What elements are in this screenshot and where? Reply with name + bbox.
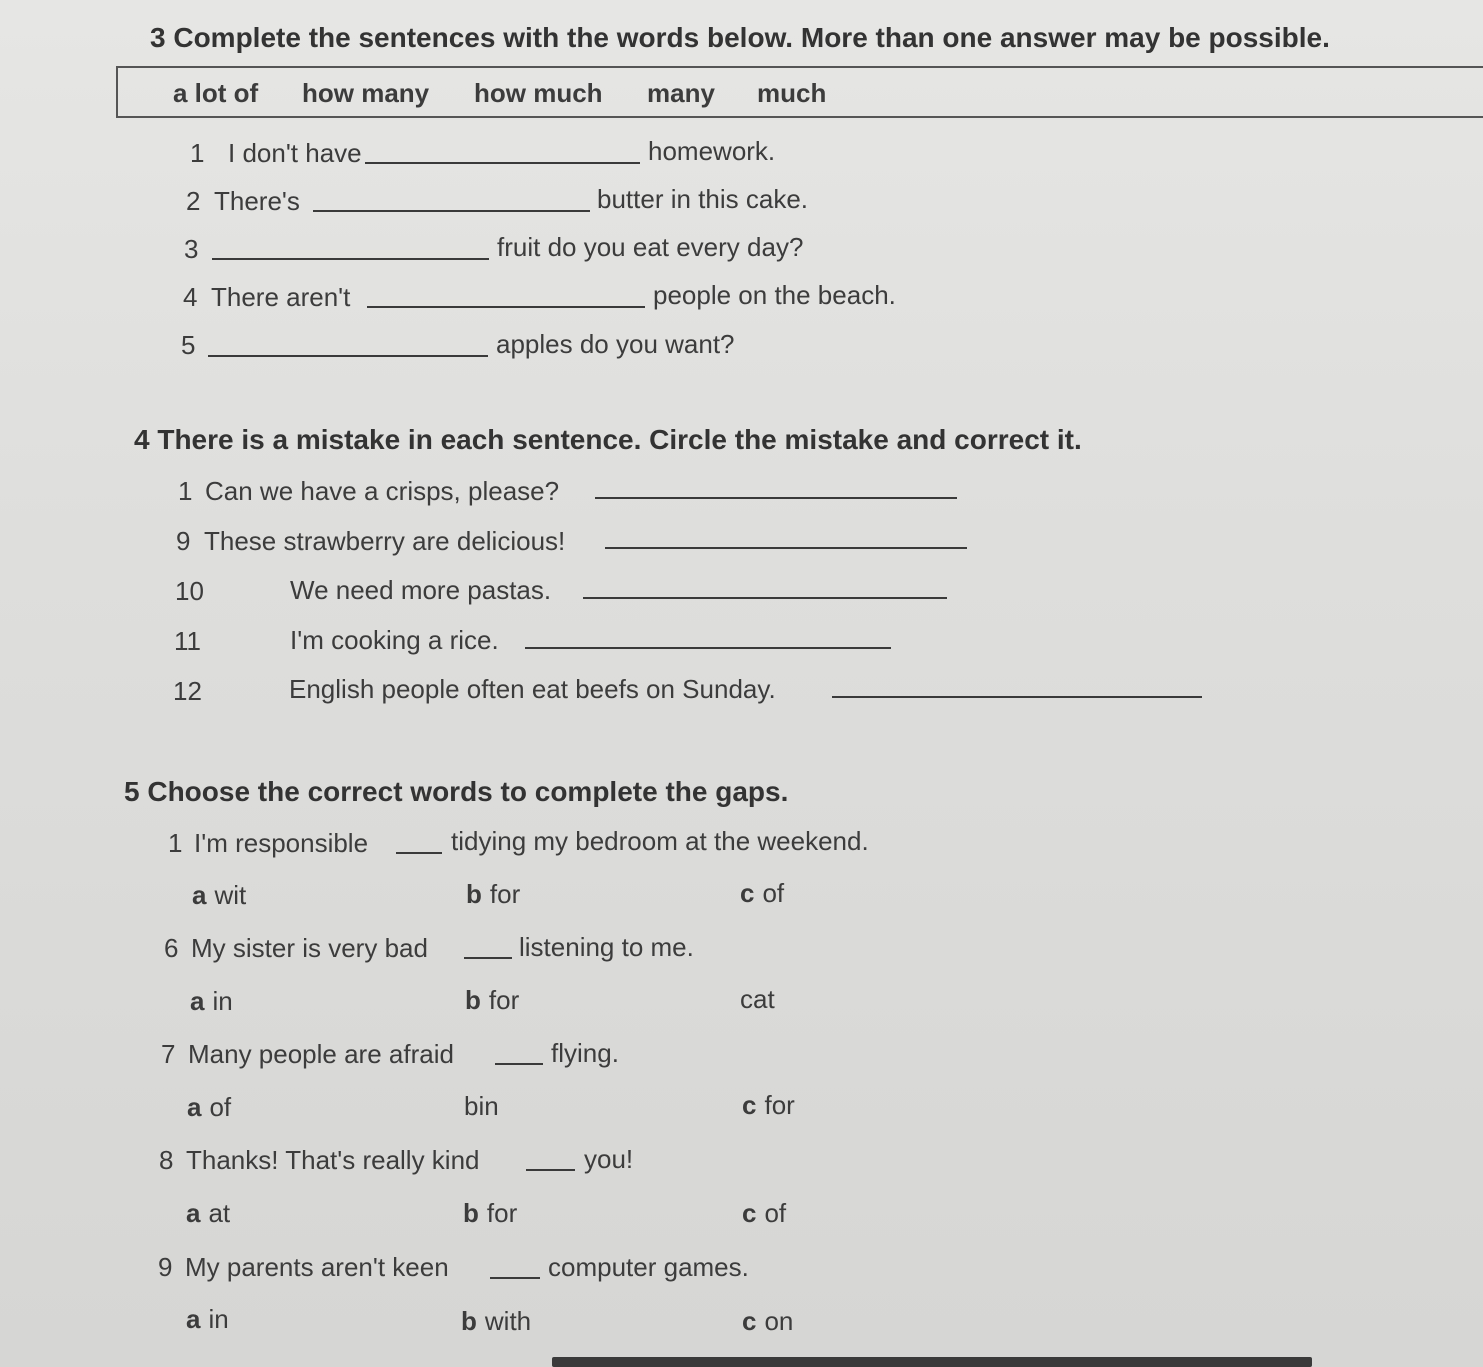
option-text: wit bbox=[214, 880, 247, 910]
ex4-correction-blank[interactable] bbox=[583, 597, 947, 599]
option-text: for bbox=[489, 879, 521, 909]
ex5-item-text-before: I'm responsible bbox=[194, 828, 369, 858]
word-bank-item: how much bbox=[474, 78, 603, 108]
ex3-item-text-after: homework. bbox=[648, 136, 776, 166]
ex5-option-b[interactable] bbox=[465, 985, 519, 1016]
ex4-correction-blank[interactable] bbox=[832, 696, 1202, 698]
word-bank-item: much bbox=[757, 78, 827, 108]
ex5-option-b[interactable] bbox=[466, 879, 520, 910]
ex3-item-number: 3 bbox=[184, 234, 199, 264]
exercise-5-heading: 5 Choose the correct words to complete the gaps. bbox=[124, 776, 789, 807]
option-letter: b bbox=[463, 1198, 479, 1228]
ex5-gap bbox=[495, 1063, 543, 1065]
ex4-item-number: 12 bbox=[173, 676, 202, 706]
ex3-item-number: 2 bbox=[186, 186, 201, 216]
ex5-item-text-after: flying. bbox=[551, 1038, 619, 1068]
ex5-gap bbox=[526, 1169, 575, 1171]
option-text: for bbox=[764, 1090, 795, 1120]
option-letter: a bbox=[187, 1092, 202, 1122]
ex5-option-c[interactable] bbox=[740, 984, 775, 1015]
ex3-item-text-before: I don't have bbox=[228, 138, 362, 168]
word-bank-item: how many bbox=[302, 78, 430, 108]
ex4-item-text: Can we have a crisps, please? bbox=[205, 476, 560, 506]
ex4-item-number: 10 bbox=[175, 576, 204, 606]
option-text: with bbox=[484, 1306, 532, 1336]
ex5-option-a[interactable] bbox=[186, 1304, 229, 1335]
option-letter: c bbox=[742, 1306, 757, 1336]
ex4-item-text: I'm cooking a rice. bbox=[290, 625, 499, 655]
ex3-item-text-before: There's bbox=[214, 186, 300, 216]
ex3-item-number: 4 bbox=[183, 282, 198, 312]
ex3-item-text-before: There aren't bbox=[211, 282, 351, 312]
ex5-item-number: 9 bbox=[158, 1252, 173, 1282]
option-text: at bbox=[208, 1198, 231, 1228]
ex3-item-number: 1 bbox=[190, 138, 205, 168]
ex4-correction-blank[interactable] bbox=[595, 497, 957, 499]
ex3-answer-blank[interactable] bbox=[313, 210, 590, 212]
ex4-item-text: These strawberry are delicious! bbox=[204, 526, 566, 556]
ex5-item-text-before: Thanks! That's really kind bbox=[186, 1145, 480, 1175]
ex5-gap bbox=[490, 1277, 540, 1279]
ex5-gap bbox=[396, 852, 442, 854]
ex5-item-text-after: you! bbox=[584, 1144, 634, 1174]
ex3-answer-blank[interactable] bbox=[367, 306, 645, 308]
ex4-item-number: 11 bbox=[174, 626, 201, 656]
word-bank-item: a lot of bbox=[173, 78, 259, 108]
option-text: on bbox=[764, 1306, 794, 1336]
ex3-item-text-after: fruit do you eat every day? bbox=[497, 232, 804, 262]
ex4-correction-blank[interactable] bbox=[525, 647, 891, 649]
ex4-correction-blank[interactable] bbox=[605, 547, 967, 549]
option-text: in bbox=[212, 986, 233, 1016]
ex5-option-a[interactable] bbox=[190, 986, 233, 1017]
ex5-item-number: 8 bbox=[159, 1145, 174, 1175]
ex5-option-c[interactable] bbox=[740, 878, 784, 909]
ex5-option-c[interactable] bbox=[742, 1090, 795, 1121]
ex5-item-text-after: tidying my bedroom at the weekend. bbox=[451, 826, 869, 856]
bottom-edge-bar bbox=[552, 1357, 1312, 1367]
option-letter: c bbox=[740, 878, 755, 908]
ex5-option-b[interactable] bbox=[463, 1198, 517, 1229]
exercise-3-heading: 3 Complete the sentences with the words below. More than one answer may be possible. bbox=[150, 22, 1330, 53]
ex3-item-number: 5 bbox=[181, 330, 196, 360]
ex5-item-text-before: My parents aren't keen bbox=[185, 1252, 449, 1282]
ex3-answer-blank[interactable] bbox=[365, 162, 640, 164]
exercise-4-heading: 4 There is a mistake in each sentence. Circle the mistake and correct it. bbox=[134, 424, 1082, 455]
ex3-answer-blank[interactable] bbox=[212, 258, 489, 260]
option-text: in bbox=[208, 1304, 229, 1334]
ex5-item-number: 1 bbox=[168, 828, 183, 858]
option-letter: b bbox=[461, 1306, 477, 1336]
ex5-item-text-before: My sister is very bad bbox=[191, 933, 428, 963]
ex5-item-text-before: Many people are afraid bbox=[188, 1039, 454, 1069]
ex4-item-number: 9 bbox=[176, 526, 191, 556]
ex5-item-text-after: computer games. bbox=[548, 1252, 749, 1282]
ex5-option-a[interactable] bbox=[186, 1198, 230, 1229]
ex4-item-number: 1 bbox=[178, 476, 193, 506]
ex3-item-text-after: people on the beach. bbox=[653, 280, 896, 310]
ex5-option-c[interactable] bbox=[742, 1198, 786, 1229]
option-letter: c bbox=[742, 1198, 757, 1228]
option-text: of bbox=[762, 878, 785, 908]
ex4-item-text: English people often eat beefs on Sunday. bbox=[289, 674, 776, 704]
ex3-item-text-after: butter in this cake. bbox=[597, 184, 808, 214]
ex5-option-c[interactable] bbox=[742, 1306, 793, 1337]
option-letter: c bbox=[742, 1090, 757, 1120]
ex5-item-text-after: listening to me. bbox=[519, 932, 694, 962]
option-text: bin bbox=[464, 1091, 499, 1121]
word-bank-item: many bbox=[647, 78, 715, 108]
ex5-item-number: 7 bbox=[161, 1039, 176, 1069]
ex3-item-text-after: apples do you want? bbox=[496, 329, 735, 359]
option-text: of bbox=[209, 1092, 232, 1122]
ex5-option-a[interactable] bbox=[192, 880, 246, 911]
option-letter: a bbox=[190, 986, 205, 1016]
ex5-option-b[interactable] bbox=[461, 1306, 531, 1337]
ex5-gap bbox=[464, 957, 512, 959]
option-letter: a bbox=[186, 1198, 201, 1228]
option-letter: a bbox=[186, 1304, 201, 1334]
option-text: for bbox=[488, 985, 520, 1015]
option-letter: a bbox=[192, 880, 207, 910]
ex4-item-text: We need more pastas. bbox=[290, 575, 552, 605]
option-letter: b bbox=[466, 879, 482, 909]
ex3-answer-blank[interactable] bbox=[208, 355, 488, 357]
option-text: cat bbox=[740, 984, 775, 1014]
option-letter: b bbox=[465, 985, 481, 1015]
ex5-item-number: 6 bbox=[164, 933, 179, 963]
ex5-option-b[interactable] bbox=[464, 1091, 499, 1122]
option-text: for bbox=[486, 1198, 518, 1228]
ex5-option-a[interactable] bbox=[187, 1092, 231, 1123]
option-text: of bbox=[764, 1198, 787, 1228]
